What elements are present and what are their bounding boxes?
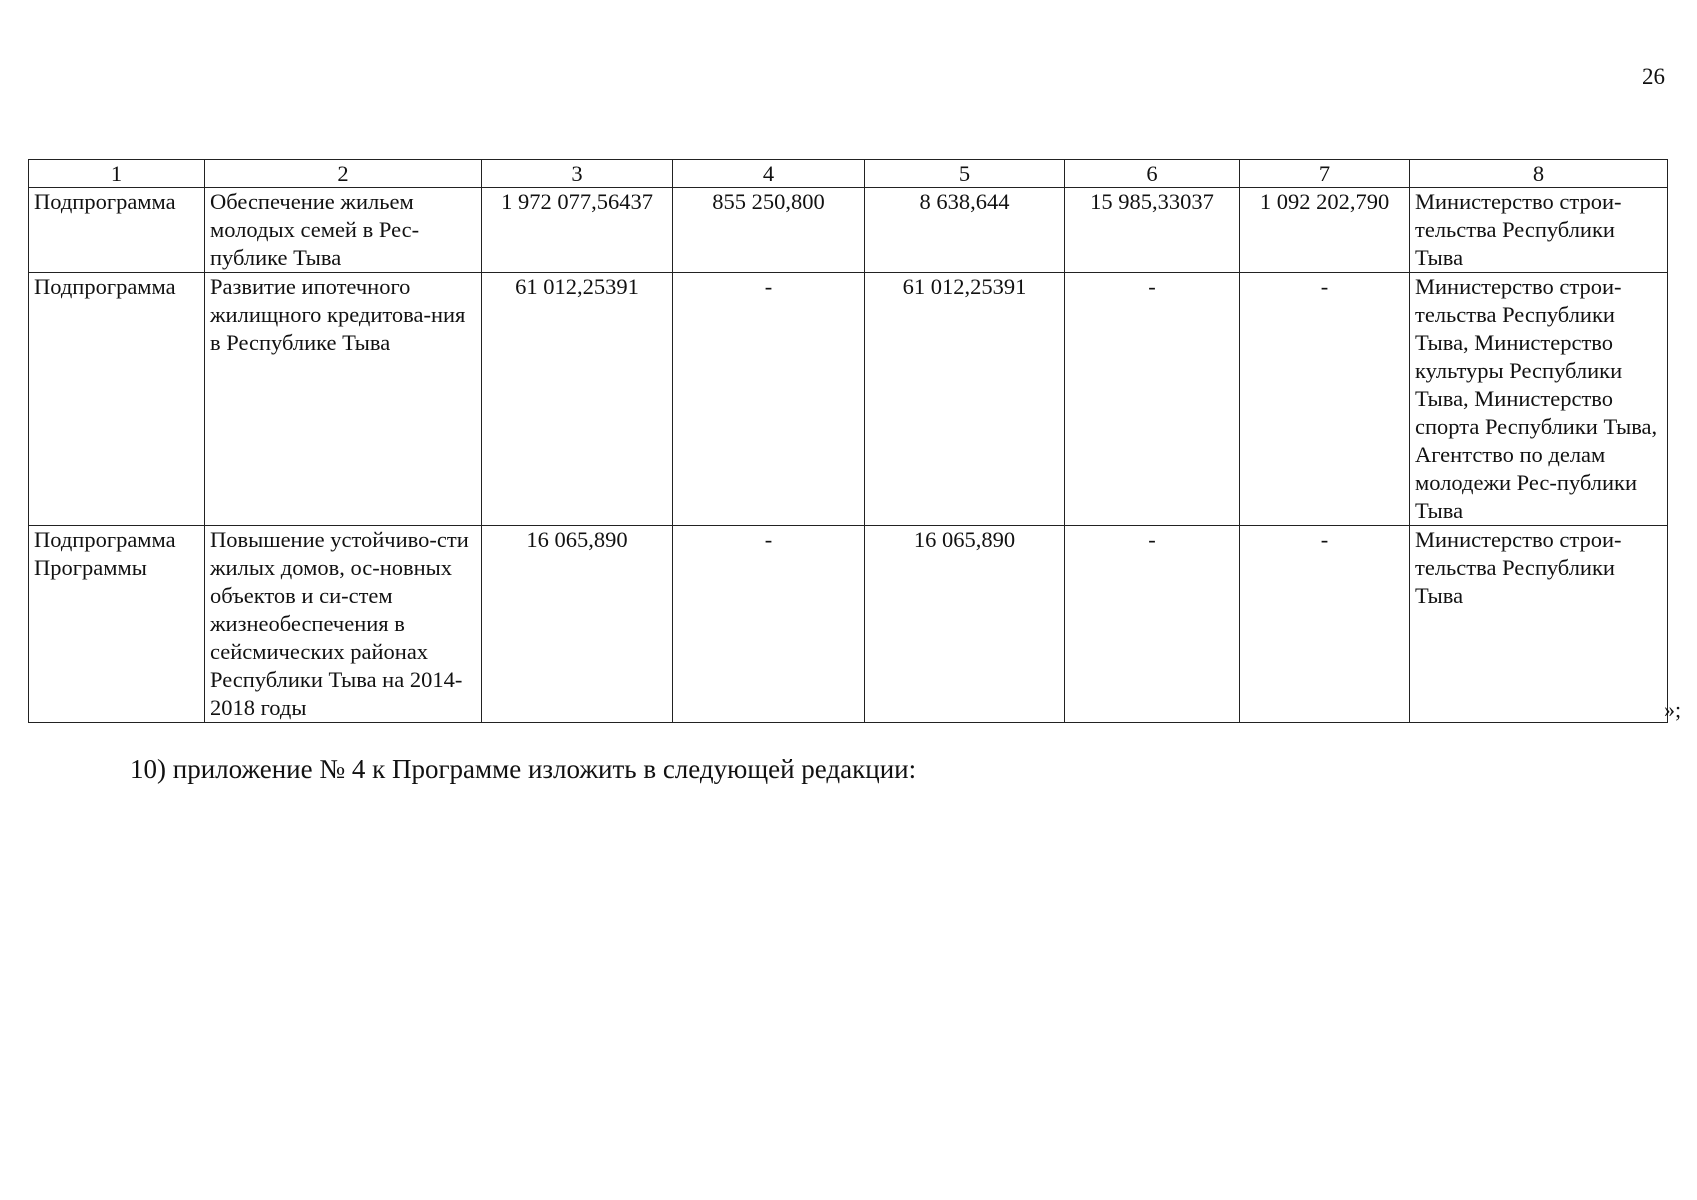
row-type: Подпрограмма <box>29 273 205 526</box>
header-col-4: 4 <box>673 160 865 188</box>
value-col-5: 16 065,890 <box>865 526 1065 723</box>
value-col-4: - <box>673 273 865 526</box>
page-number: 26 <box>1642 64 1665 89</box>
value-col-5: 8 638,644 <box>865 188 1065 273</box>
subprogram-name: Повышение устойчиво-сти жилых домов, ос-новных объектов и си-стем жизнеобеспечения в сейсмических районах Республики Тыва на 2014-2018 годы <box>205 526 482 723</box>
value-col-3: 1 972 077,56437 <box>482 188 673 273</box>
table-row <box>29 188 1668 273</box>
row-type: Подпрограмма Программы <box>29 526 205 723</box>
value-col-4: 855 250,800 <box>673 188 865 273</box>
value-col-6: 15 985,33037 <box>1065 188 1240 273</box>
value-col-4: - <box>673 526 865 723</box>
value-col-5: 61 012,25391 <box>865 273 1065 526</box>
header-col-2: 2 <box>205 160 482 188</box>
budget-table <box>28 159 1668 723</box>
value-col-7: - <box>1240 273 1410 526</box>
header-col-5: 5 <box>865 160 1065 188</box>
executor: Министерство строи-тельства Республики Тыва <box>1410 526 1668 723</box>
executor: Министерство строи-тельства Республики Тыва, Министерство культуры Республики Тыва, Министерство спорта Республики Тыва, Агентство по делам молодежи Рес-публики Тыва <box>1410 273 1668 526</box>
executor: Министерство строи-тельства Республики Тыва <box>1410 188 1668 273</box>
row-type: Подпрограмма <box>29 188 205 273</box>
header-col-6: 6 <box>1065 160 1240 188</box>
value-col-3: 61 012,25391 <box>482 273 673 526</box>
value-col-7: 1 092 202,790 <box>1240 188 1410 273</box>
header-col-1: 1 <box>29 160 205 188</box>
value-col-3: 16 065,890 <box>482 526 673 723</box>
closing-quote-mark: »; <box>1664 697 1682 722</box>
value-col-6: - <box>1065 526 1240 723</box>
table-row <box>29 526 1668 723</box>
subprogram-name: Развитие ипотечного жилищного кредитова-ния в Республике Тыва <box>205 273 482 526</box>
value-col-7: - <box>1240 526 1410 723</box>
subprogram-name: Обеспечение жильем молодых семей в Рес-публике Тыва <box>205 188 482 273</box>
header-row <box>29 160 1668 188</box>
value-col-6: - <box>1065 273 1240 526</box>
table-row <box>29 273 1668 526</box>
instruction-paragraph: 10) приложение № 4 к Программе изложить в следующей редакции: <box>130 754 917 784</box>
header-col-8: 8 <box>1410 160 1668 188</box>
header-col-3: 3 <box>482 160 673 188</box>
header-col-7: 7 <box>1240 160 1410 188</box>
